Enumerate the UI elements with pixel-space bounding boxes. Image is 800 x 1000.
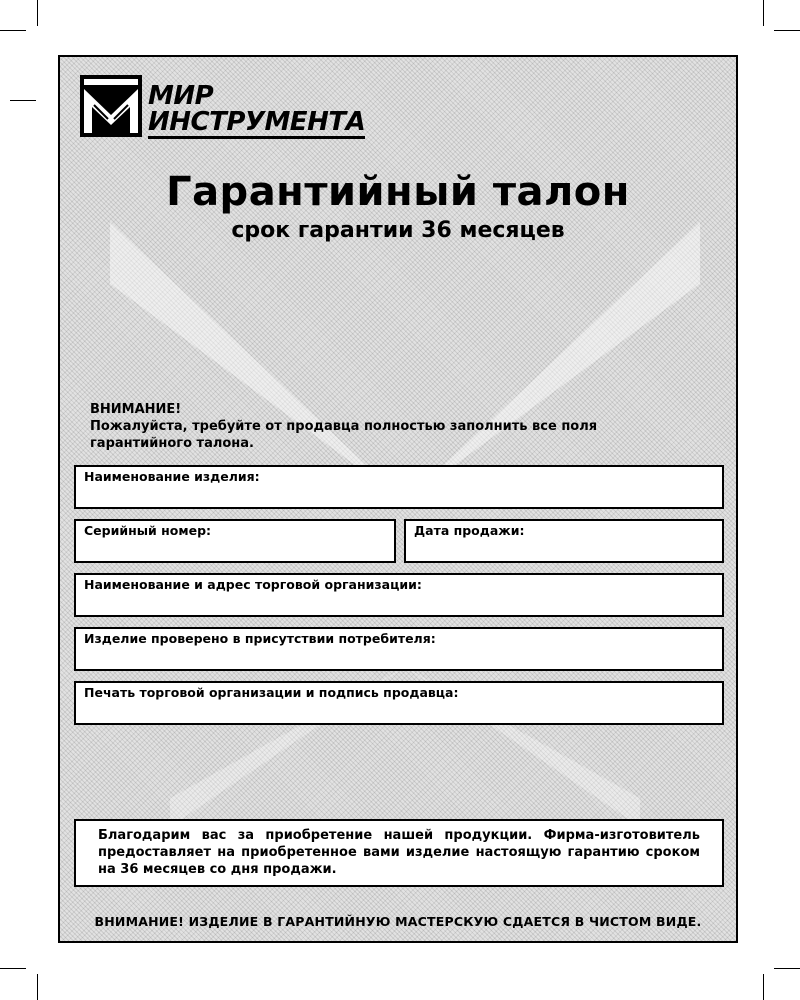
stamp-signature-field[interactable]	[74, 681, 724, 725]
crop-mark	[763, 974, 764, 1000]
page-subtitle: срок гарантии 36 месяцев	[231, 218, 565, 243]
crop-mark	[0, 30, 26, 31]
logo-text: ИНСТРУМЕНТА	[148, 107, 366, 137]
field-label: Дата продажи:	[414, 523, 525, 538]
field-label: Серийный номер:	[84, 523, 212, 538]
crop-mark	[763, 0, 764, 26]
serial-number-field[interactable]	[74, 519, 396, 563]
field-label: Наименование и адрес торговой организации:	[84, 577, 422, 592]
crop-mark	[37, 0, 38, 26]
crop-mark	[0, 968, 26, 969]
footer-warning: ВНИМАНИЕ! ИЗДЕЛИЕ В ГАРАНТИЙНУЮ МАСТЕРСКУЮ СДАЕТСЯ В ЧИСТОМ ВИДЕ.	[94, 914, 702, 929]
notice-block	[90, 401, 650, 452]
brand-logo	[80, 75, 390, 137]
field-label: Изделие проверено в присутствии потребителя:	[84, 631, 436, 646]
crop-mark	[37, 974, 38, 1000]
notice-heading: ВНИМАНИЕ!	[90, 402, 182, 417]
field-label: Наименование изделия:	[84, 469, 260, 484]
logo-text: МИР	[148, 81, 214, 111]
checked-field[interactable]	[74, 627, 724, 671]
product-name-field[interactable]	[74, 465, 724, 509]
background-chevron	[110, 222, 700, 502]
crop-mark	[774, 30, 800, 31]
crop-mark	[10, 100, 36, 101]
crop-mark	[774, 968, 800, 969]
notice-text: Пожалуйста, требуйте от продавца полностью заполнить все поля гарантийного талона.	[90, 419, 598, 451]
page-title: Гарантийный талон	[166, 169, 630, 215]
warranty-card	[58, 55, 738, 943]
field-label: Печать торговой организации и подпись продавца:	[84, 685, 459, 700]
sale-date-field[interactable]	[404, 519, 724, 563]
logo-mark-icon	[80, 75, 142, 137]
organization-field[interactable]	[74, 573, 724, 617]
thanks-box: Благодарим вас за приобретение нашей продукции. Фирма-изготовитель предоставляет на приобретенное вами изделие настоящую гарантию сроком на 36 месяцев со дня продажи.	[74, 819, 724, 887]
